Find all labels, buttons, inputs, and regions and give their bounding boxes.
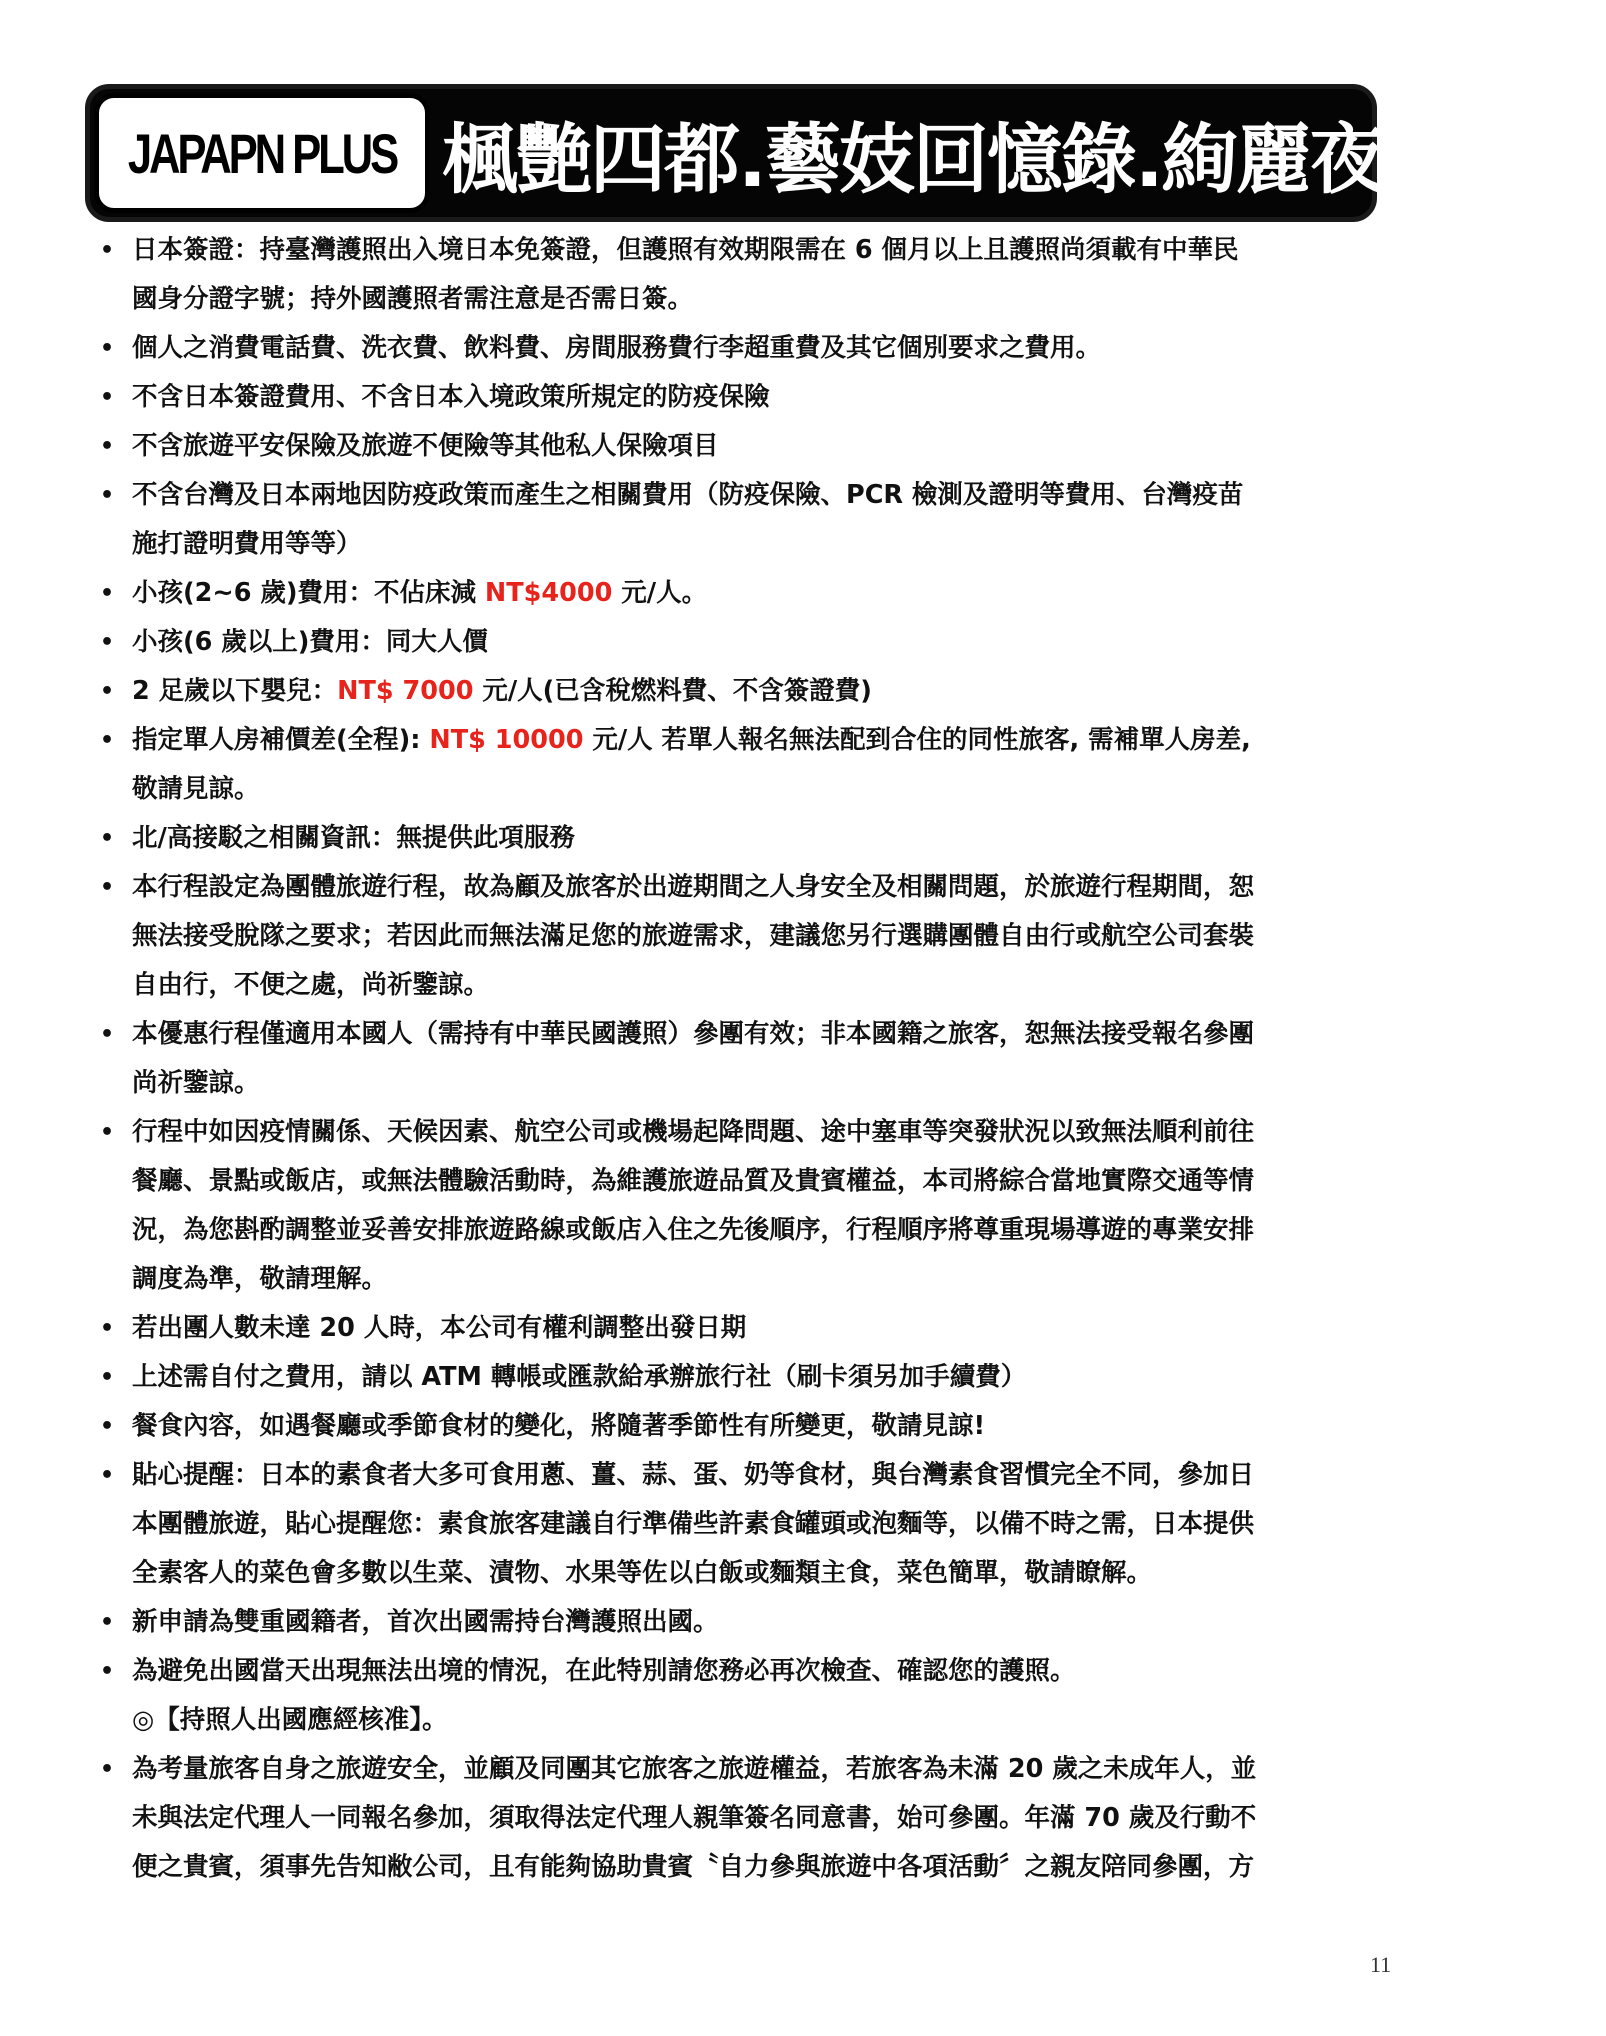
list-item-line: 為考量旅客自身之旅遊安全，並顧及同團其它旅客之旅遊權益，若旅客為未滿 20 歲之未成年人，並 [132, 1754, 1257, 1784]
list-item [0, 667, 1440, 716]
list-item [0, 1598, 1440, 1647]
list-item-line [132, 569, 1400, 618]
bullet-dot-icon: • [100, 1120, 115, 1145]
list-item-line: 不含台灣及日本兩地因防疫政策而產生之相關費用（防疫保險、PCR 檢測及證明等費用、台灣疫苗 [132, 480, 1244, 510]
bullet-dot-icon: • [100, 1610, 115, 1635]
list-item-line: 敬請見諒。 [132, 774, 260, 804]
price-unit: 元/人(已含稅燃料費、不含簽證費) [473, 676, 872, 706]
list-item [0, 1353, 1440, 1402]
brand-logo-text: JAPAPN PLUS [127, 121, 397, 185]
price-unit: 元/人。 [612, 578, 708, 608]
list-item-line: 未與法定代理人一同報名參加，須取得法定代理人親筆簽名同意書，始可參團。年滿 70 歲及行動不 [132, 1803, 1257, 1833]
list-item [0, 1451, 1440, 1598]
bullet-dot-icon: • [100, 728, 115, 753]
list-item-line [132, 716, 1400, 765]
bullet-dot-icon: • [100, 1022, 115, 1047]
list-item [0, 471, 1440, 569]
list-item-line: 個人之消費電話費、洗衣費、飲料費、房間服務費行李超重費及其它個別要求之費用。 [132, 333, 1102, 363]
list-item-line: 無法接受脫隊之要求；若因此而無法滿足您的旅遊需求，建議您另行選購團體自由行或航空公司套裝 [132, 921, 1255, 951]
list-item-line: 為避免出國當天出現無法出境的情況，在此特別請您務必再次檢查、確認您的護照。 [132, 1656, 1076, 1686]
bullet-dot-icon: • [100, 1414, 115, 1439]
page-number: 11 [1370, 1952, 1392, 1977]
list-item-line: 施打證明費用等等） [132, 529, 362, 559]
bullet-dot-icon: • [100, 385, 115, 410]
list-item-line: 調度為準，敬請理解。 [132, 1264, 388, 1294]
price-value: NT$ 10000 [429, 725, 584, 755]
title-banner [85, 84, 1606, 222]
price-label: 2 足歲以下嬰兒： [132, 676, 338, 706]
list-item-line: 行程中如因疫情關係、天候因素、航空公司或機場起降問題、途中塞車等突發狀況以致無法順利前往 [132, 1117, 1255, 1147]
list-item-line: 本團體旅遊，貼心提醒您：素食旅客建議自行準備些許素食罐頭或泡麵等，以備不時之需，日本提供 [132, 1509, 1255, 1539]
list-item [0, 814, 1440, 863]
list-item-line: 尚祈鑒諒。 [132, 1068, 260, 1098]
list-item [0, 1108, 1440, 1304]
list-item [0, 1402, 1440, 1451]
bullet-dot-icon: • [100, 1316, 115, 1341]
list-item-line: 自由行，不便之處，尚祈鑒諒。 [132, 970, 490, 1000]
list-item-line: 本行程設定為團體旅遊行程，故為顧及旅客於出遊期間之人身安全及相關問題，於旅遊行程期間，恕 [132, 872, 1255, 902]
bullet-dot-icon: • [100, 581, 115, 606]
bullet-dot-icon: • [100, 434, 115, 459]
list-item-line: 餐廳、景點或飯店，或無法體驗活動時，為維護旅遊品質及貴賓權益，本司將綜合當地實際交通等情 [132, 1166, 1255, 1196]
bullet-dot-icon: • [100, 630, 115, 655]
list-item-line: 國身分證字號；持外國護照者需注意是否需日簽。 [132, 284, 694, 314]
bullet-dot-icon: • [100, 483, 115, 508]
list-item-line: 便之貴賓，須事先告知敝公司，且有能夠協助貴賓〝自力參與旅遊中各項活動〞之親友陪同參團，方 [132, 1852, 1255, 1882]
list-item-line: 上述需自付之費用，請以 ATM 轉帳或匯款給承辦旅行社（刷卡須另加手續費） [132, 1362, 1027, 1392]
list-item-line: 若出團人數未達 20 人時，本公司有權利調整出發日期 [132, 1313, 747, 1343]
list-item-line: 新申請為雙重國籍者，首次出國需持台灣護照出國。 [132, 1607, 719, 1637]
list-item [0, 863, 1440, 1010]
list-item-line: 全素客人的菜色會多數以生菜、漬物、水果等佐以白飯或麵類主食，菜色簡單，敬請瞭解。 [132, 1558, 1153, 1588]
price-label: 小孩(2~6 歲)費用：不佔床減 [132, 578, 485, 608]
list-item-line: 小孩(6 歲以上)費用：同大人價 [132, 627, 488, 657]
price-value: NT$4000 [484, 578, 613, 608]
tour-title: 楓艷四都.藝妓回憶錄.絢麗夜景五日 [442, 114, 1606, 204]
list-item [0, 569, 1440, 618]
list-item-line: 不含日本簽證費用、不含日本入境政策所規定的防疫保險 [132, 382, 770, 412]
bullet-dot-icon: • [100, 238, 115, 263]
list-item [0, 618, 1440, 667]
list-item-line: 北/高接駁之相關資訊：無提供此項服務 [132, 823, 575, 853]
price-label: 指定單人房補價差(全程): [132, 725, 430, 755]
list-item [0, 373, 1440, 422]
list-item [0, 1010, 1440, 1108]
list-item [0, 716, 1440, 814]
list-item [0, 1647, 1440, 1745]
bullet-dot-icon: • [100, 679, 115, 704]
bullet-dot-icon: • [100, 1757, 115, 1782]
price-value: NT$ 7000 [337, 676, 474, 706]
list-item-line: 本優惠行程僅適用本國人（需持有中華民國護照）參團有效；非本國籍之旅客，恕無法接受報名參團 [132, 1019, 1255, 1049]
bullet-dot-icon: • [100, 1659, 115, 1684]
bullet-dot-icon: • [100, 826, 115, 851]
list-item-line [132, 667, 1400, 716]
list-item [0, 422, 1440, 471]
list-item-line: 不含旅遊平安保險及旅遊不便險等其他私人保險項目 [132, 431, 719, 461]
bullet-dot-icon: • [100, 875, 115, 900]
list-item-line: ◎【持照人出國應經核准】。 [132, 1705, 448, 1735]
price-unit: 元/人 若單人報名無法配到合住的同性旅客, 需補單人房差, [583, 725, 1251, 755]
list-item [0, 1304, 1440, 1353]
list-item-line: 日本簽證：持臺灣護照出入境日本免簽證，但護照有效期限需在 6 個月以上且護照尚須載有中華民 [132, 235, 1239, 265]
bullet-dot-icon: • [100, 1463, 115, 1488]
bullet-dot-icon: • [100, 336, 115, 361]
list-item-line: 餐食內容，如遇餐廳或季節食材的變化，將隨著季節性有所變更，敬請見諒! [132, 1411, 986, 1441]
list-item-line: 況，為您斟酌調整並妥善安排旅遊路線或飯店入住之先後順序，行程順序將尊重現場導遊的專業安排 [132, 1215, 1255, 1245]
list-item [0, 226, 1440, 324]
list-item [0, 324, 1440, 373]
notes-list [0, 226, 1440, 1892]
list-item-line: 貼心提醒：日本的素食者大多可食用蔥、薑、蒜、蛋、奶等食材，與台灣素食習慣完全不同，參加日 [132, 1460, 1255, 1490]
list-item [0, 1745, 1440, 1892]
bullet-dot-icon: • [100, 1365, 115, 1390]
brand-logo-box [94, 93, 430, 213]
